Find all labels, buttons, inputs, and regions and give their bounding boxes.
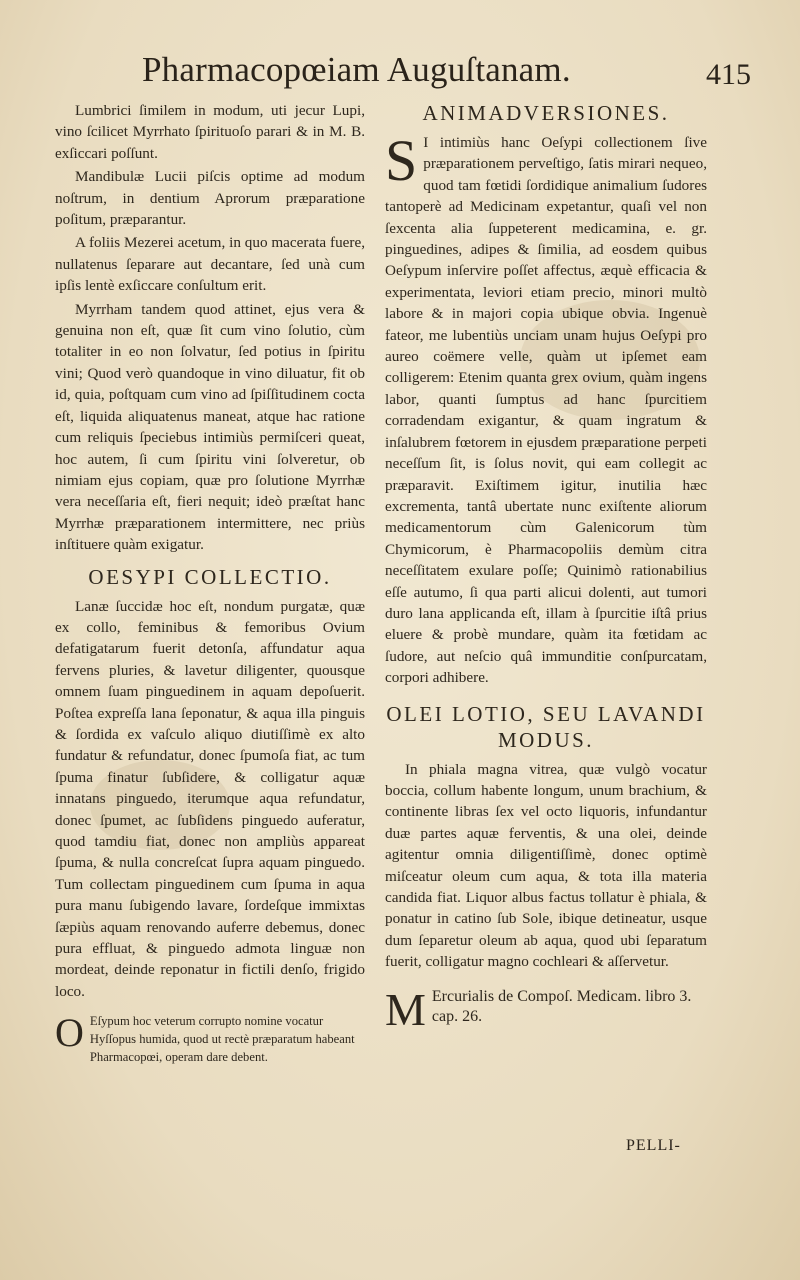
section-heading-olei-lotio: OLEI LOTIO, SEU LAVANDI MODUS. <box>386 701 706 752</box>
paragraph-animadversiones <box>385 128 707 689</box>
paragraph-animadversiones-text: I intimiùs hanc Oeſypi collectionem ſive præparationem perveſtigo, ſatis mirari nequeo, quod tam fœtidi ſordidique animalium ſudores tantoperè ad Medicinam expetantur, quaſi vel non ſexcenta alia ſuppeterent medicamina, e. gr. pinguedines, adipes & ſimilia, ad eosdem quibus Oeſypum inſervire poſſet affectus, æquè efficacia & experimentata, leviori etiam precio, minori multò labore & in majori copia ubique obvia. Ingenuè fateor, me lubentiùs unciam unam hujus Oeſypi pro aureo coëmere velle, quàm ut ipſemet eam colligerem: Etenim quanta grex ovium, quàm ingens labor, quanti ſumptus ad hanc ſpurcitiem corradendam exigantur, & quam ingratum & inſalubrem fœtorem in ejusdem præparatione perpeti neceſſum ſit, is ſolus novit, qui eam collegit ac præparavit. Exiſtimem igitur, inutilia hæc excrementa, tantâ ubertate nunc exiſtente aliorum medicamentorum cùm Galenicorum tùm Chymicorum, è Pharmacopoliis demùm citra neceſſitatem exulare poſſe; Quinimò rationabilius eſſe autumo, ſi qua parti alicui dolenti, aut tumori duro lana applicanda eſt, illam à ſpurcitie iſtâ prius eluere & probè mundare, quàm ita fœtidam ac ſudore, aut neſcio quâ immunditie conſpurcatam, corpori adhibere. <box>385 134 707 687</box>
paragraph-mezerei: A foliis Mezerei acetum, in quo macerata fuere, nullatenus ſeparare aut decantare, ſed unà cum ipſis lentè exſiccare conſultum erit. <box>55 234 365 295</box>
note-text: Eſypum hoc veterum corrupto nomine vocatur Hyſſopus humida, quod ut rectè præparatum habeant Pharmacopœi, operam dare debent. <box>89 1014 355 1065</box>
paragraph-oesypi-collectio: Lanæ ſuccidæ hoc eſt, nondum purgatæ, quæ ex collo, feminibus & femoribus Ovium defatigatarum fuerit detonſa, affundatur aqua fervens pluries, & lavetur diligenter, quousque omnem ſuam pinguedinem in aquam depoſuerit. Poſtea expreſſa lana ſeponatur, & aqua illa pinguis & ſordida ex vaſculo aliquo diutiſſimè ex alto fundatur & refundatur, donec ſpumoſa fiat, ac tum ſpuma finatur ſubſidere, & colligatur aquæ innatans pinguedo, iterumque aqua refundatur, donec ſpumet, ac ſubſidens pinguedo auferatur, quod tamdiu fiat, donec non ampliùs appareat ſpuma, & nulla concreſcat ſupra aquam pinguedo. Tum collectam pinguedinem cum ſpuma in aqua pura manu ſubigendo lavare, ſordeſque immixtas ſæpiùs aquam renovando auferre debemus, donec pura effluat, & pinguedo admota linguæ non mordeat, deinde reponatur in fictili denſo, frigido loco. <box>55 597 365 1000</box>
reference-dropcap: M <box>385 983 426 1035</box>
section-heading-animadversiones: ANIMADVERSIONES. <box>422 101 670 125</box>
reference-note <box>385 983 707 1035</box>
running-header: Pharmacopœiam Auguſtanam. <box>142 50 571 89</box>
reference-text: Ercurialis de Compoſ. Medicam. libro 3. cap. 26. <box>431 987 692 1025</box>
catchword: PELLI- <box>626 1137 681 1154</box>
section-heading-oesypi: OESYPI COLLECTIO. <box>88 564 332 589</box>
paragraph-myrrham: Myrrham tandem quod attinet, ejus vera & genuina non eſt, quæ ſit cum vino ſolutio, cùm totaliter in eo non ſolvatur, ſed potius in ſpiritu vini; Quod verò quandoque in vino diluatur, fit ob id, quia, poſtquam cum vino ad ſpiſſitudinem coctа eſt, liquida aliquatenus maneat, atque hac ratione cum reliquis ſpeciebus intimiùs permiſceri queat, hoc autem, ſi cum ſpiritu vini ſolveretur, ob nimiam ejus copiam, quæ pro ſolutione Myrrhæ vera neceſſaria eſt, fieri nequit; ideò præſtat hanc Myrrhæ præparationem intermittere, nec priùs inſtituere quàm exigatur. <box>55 300 365 554</box>
paragraph-mandibulae: Mandibulæ Lucii piſcis optime ad modum noſtrum, in dentium Aprorum præparatione poſitum, præparantur. <box>55 168 365 229</box>
oesypum-note <box>55 1012 365 1066</box>
right-column <box>385 100 707 1035</box>
paragraph-olei-lotio: In phiala magna vitrea, quæ vulgò vocatur boccia, collum habente longum, unum brachium, & continente libras ſex vel octo liquoris, infundantur duæ partes aquæ ferventis, & una olei, deinde agitentur omnia diligentiſſimè, donec optimè miſceatur oleum cum aqua, & tota illa materia candida fiat. Liquor albus factus tollatur è phiala, & ponatur in catino ſub Sole, ibique detineatur, usque dum ſeparetur oleum ab aqua, quod ubi ſeparatum fuerit, colligatur magno cochleari & aſſervetur. <box>385 760 707 971</box>
note-dropcap: O <box>55 1010 84 1056</box>
paragraph-dropcap: S <box>385 128 418 193</box>
page-number: 415 <box>706 58 751 91</box>
left-column <box>55 100 365 1066</box>
paragraph-lumbrici: Lumbrici ſimilem in modum, uti jecur Lupi, vino ſcilicet Myrrhato ſpirituoſo parari & in M. B. exſiccari poſſunt. <box>55 102 365 162</box>
